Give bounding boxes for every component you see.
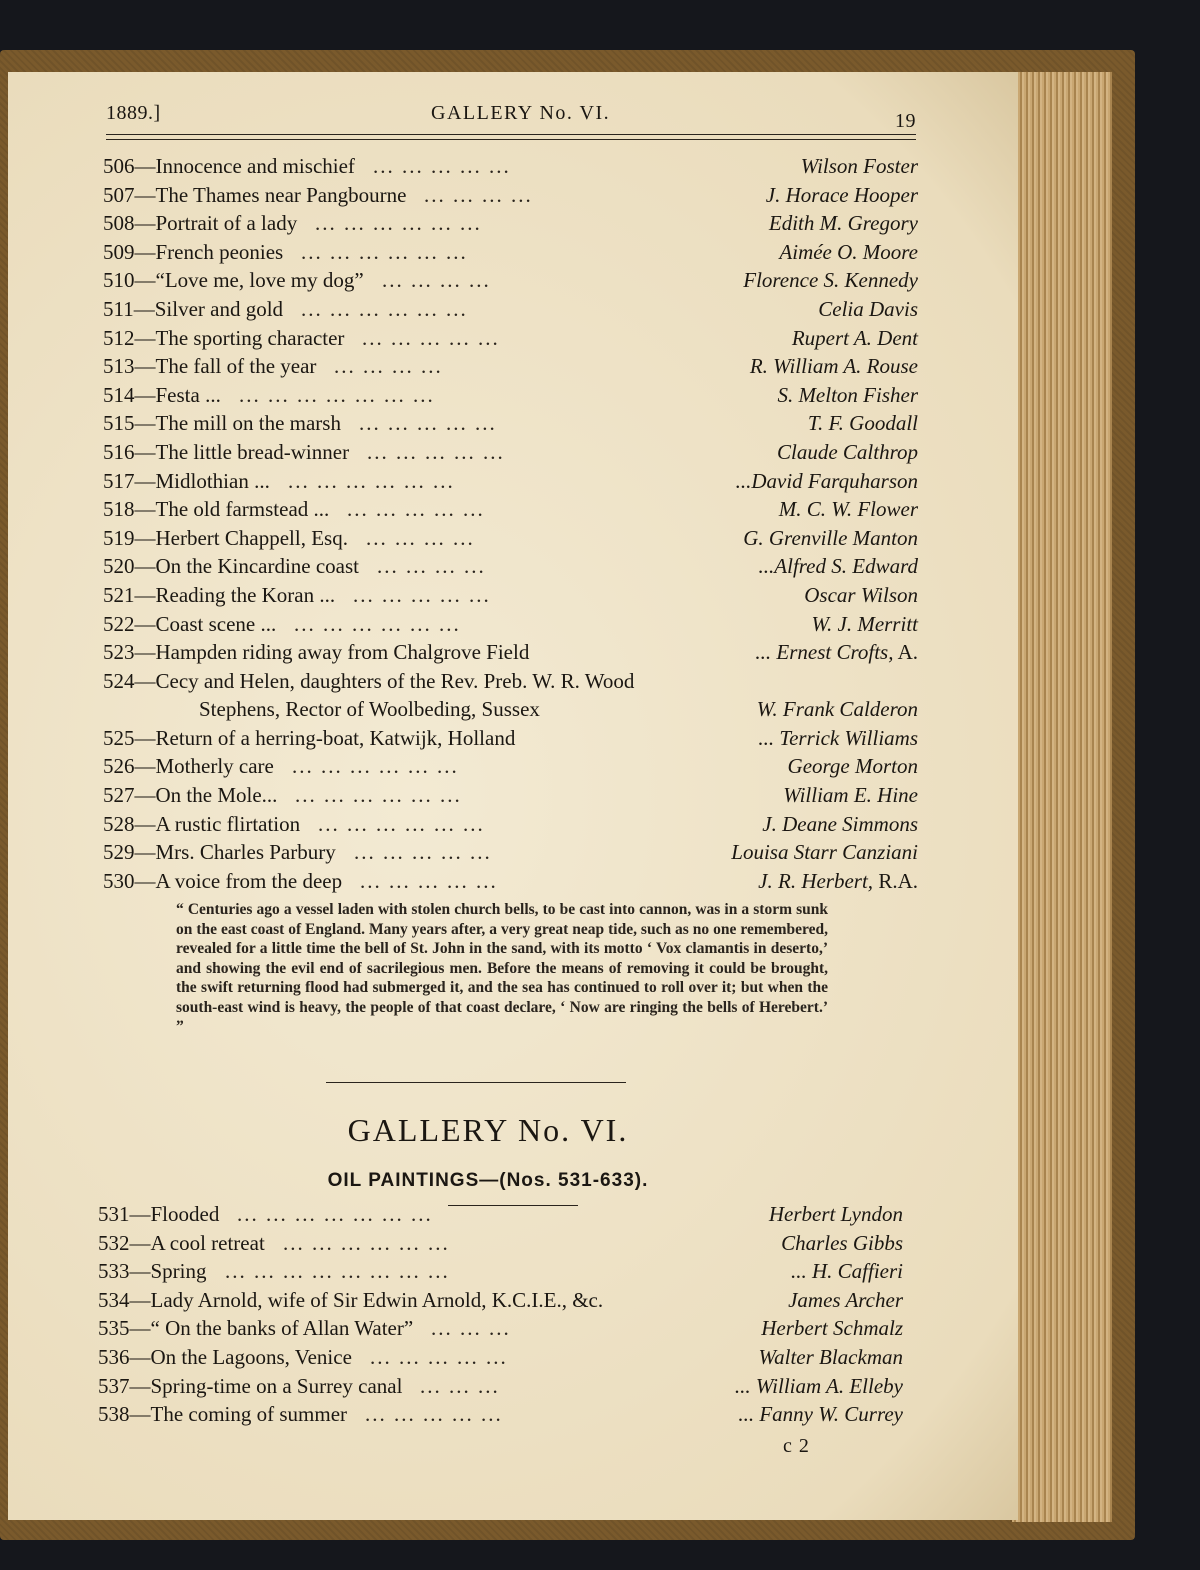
entry-artist [788,754,918,779]
entry-title: 535—“ On the banks of Allan Water” [98,1316,414,1341]
entry-row [103,183,918,212]
artist-name: ... Fanny W. Currey [738,1402,903,1427]
entry-title: 523—Hampden riding away from Chalgrove Field [103,640,530,665]
artist-name: Florence S. Kennedy [743,268,918,293]
entry-row [98,1231,903,1260]
artist-name: Aimée O. Moore [779,239,918,264]
entry-artist [758,869,918,894]
entry-title: 524—Cecy and Helen, daughters of the Rev. Preb. W. R. Wood [103,668,635,693]
entry-row [103,326,918,355]
entry-list-a [103,154,918,897]
entry-row [103,469,918,498]
artist-name: Rupert A. Dent [791,325,918,350]
leader-dots: ... ... ... ... ... [373,154,511,178]
entry-title: 514—Festa ... [103,382,221,407]
entry-row [103,640,918,669]
entry-row [103,726,918,755]
artist-name: Walter Blackman [758,1344,903,1369]
leader-dots: ... ... ... [420,1373,500,1398]
catalogue-page [8,72,1018,1520]
entry-row [103,240,918,269]
entry-artist [755,640,918,665]
leader-dots: ... ... ... ... [366,525,475,550]
entry-row [98,1259,903,1288]
entry-title: 519—Herbert Chappell, Esq. [103,525,348,550]
entry-artist [777,383,918,408]
entry-title: 530—A voice from the deep [103,868,343,893]
entry-artist [758,726,918,751]
artist-name: Louisa Starr Canziani [731,840,918,865]
entry-title: 521—Reading the Koran ... [103,582,336,607]
entry-artist [791,1259,903,1284]
entry-artist [769,211,918,236]
entry-title-continued: Stephens, Rector of Woolbeding, Sussex [199,697,540,722]
artist-name: ...Alfred S. Edward [758,554,918,579]
entry-row [103,583,918,612]
entry-artist [743,268,918,293]
leader-dots: ... ... ... ... ... [365,1402,503,1427]
artist-name: Charles Gibbs [781,1230,903,1255]
quotation-note: “ Centuries ago a vessel laden with stolen church bells, to be cast into cannon, was in a storm sunk on the east coast of England. Many years after, a very great neap tide, such as no one remembered, revealed for a little time the bell of St. John in the sand, with its motto ‘ Vox clamantis in deserto,’ and showing the evil end of sacrilegious men. Before the means of removing it could be brought, the swift returning flood had submerged it, and the sea has continued to roll over it; but when the south-east wind is heavy, the people of that coast declare, ‘ Now are ringing the bells of Herebert.’ ” [176,901,828,1035]
entry-title: 526—Motherly care [103,754,274,779]
entry-row [98,1316,903,1345]
signature-mark: c 2 [783,1435,810,1457]
entry-title: 511—Silver and gold [103,296,284,321]
artist-name: W. J. Merritt [811,611,918,636]
entry-title: 506—Innocence and mischief [103,154,355,178]
entry-title: 534—Lady Arnold, wife of Sir Edwin Arnold, K.C.I.E., &c. [98,1287,604,1312]
entry-title: 537—Spring-time on a Surrey canal [98,1373,403,1398]
entry-row [98,1202,903,1231]
artist-name: ... William A. Elleby [734,1373,903,1398]
entry-row [103,869,918,898]
entry-title: 513—The fall of the year [103,354,317,379]
entry-row [98,1374,903,1403]
entry-artist [759,1345,903,1370]
entry-row [103,783,918,812]
page-edges [1010,72,1112,1522]
entry-artist [735,1374,903,1399]
entry-title: 507—The Thames near Pangbourne [103,182,407,207]
leader-dots: ... ... ... ... [377,554,486,579]
header-rule [106,134,916,140]
entry-row [103,154,918,183]
entry-row [103,554,918,583]
leader-dots: ... ... ... ... ... ... ... [239,382,435,407]
header-year: 1889.] [106,102,161,124]
section-subtitle: OIL PAINTINGS—(Nos. 531-633). [327,1170,649,1191]
entry-row [103,754,918,783]
entry-title: 529—Mrs. Charles Parbury [103,840,336,865]
leader-dots: ... ... ... ... ... [353,582,491,607]
leader-dots: ... ... ... [431,1316,511,1341]
leader-dots: ... ... ... ... ... ... [301,239,468,264]
artist-name: S. Melton Fisher [777,382,918,407]
leader-dots: ... ... ... ... ... ... [283,1230,450,1255]
entry-title: 509—French peonies [103,239,284,264]
artist-name: ... Terrick Williams [758,725,918,750]
leader-dots: ... ... ... ... ... ... [294,611,461,636]
entry-title: 516—The little bread-winner [103,439,350,464]
leader-dots: ... ... ... ... ... ... [295,783,462,808]
entry-artist [811,612,918,637]
leader-dots: ... ... ... ... ... ... ... ... [225,1259,450,1284]
leader-dots: ... ... ... ... ... ... [301,296,468,321]
entry-artist [777,440,918,465]
entry-row [103,840,918,869]
leader-dots: ... ... ... ... ... [360,868,498,893]
entry-artist [792,326,918,351]
entry-artist [804,583,918,608]
entry-artist [731,840,918,865]
entry-row [103,440,918,469]
entry-artist [743,526,918,551]
entry-title: 512—The sporting character [103,325,345,350]
entry-artist [761,1316,903,1341]
artist-name: ...David Farquharson [735,468,918,493]
entry-title: 510—“Love me, love my dog” [103,268,364,293]
entry-row [103,211,918,240]
artist-name: J. Horace Hooper [765,182,918,207]
page-number: 19 [895,110,916,132]
entry-row [103,297,918,326]
entry-title: 528—A rustic flirtation [103,811,301,836]
artist-name: Herbert Lyndon [768,1202,903,1226]
artist-name: J. R. Herbert, [758,868,874,893]
artist-name: ... Ernest Crofts, [755,640,894,665]
leader-dots: ... ... ... ... ... [347,497,485,522]
entry-title: 517—Midlothian ... [103,468,270,493]
entry-artist [779,240,918,265]
artist-name: G. Grenville Manton [743,525,918,550]
artist-name: ... H. Caffieri [790,1259,903,1284]
leader-dots: ... ... ... ... ... ... ... [237,1202,433,1226]
entry-524-line2 [103,697,918,726]
leader-dots: ... ... ... ... [334,354,443,379]
entry-title: 515—The mill on the marsh [103,411,341,436]
entry-list-c [98,1202,903,1431]
artist-name: George Morton [787,754,918,779]
artist-suffix: R.A. [873,868,918,893]
entry-524-line1 [103,669,918,698]
entry-title: 536—On the Lagoons, Venice [98,1344,352,1369]
leader-dots: ... ... ... ... ... [367,439,505,464]
leader-dots: ... ... ... ... ... ... [318,811,485,836]
entry-row [103,354,918,383]
entry-artist [738,1402,903,1427]
entry-row [98,1345,903,1374]
entry-row [103,812,918,841]
entry-title: 527—On the Mole... [103,783,278,808]
leader-dots: ... ... ... ... ... [359,411,497,436]
entry-artist [736,469,918,494]
entry-row [103,268,918,297]
entry-artist [766,183,918,208]
entry-title: 531—Flooded [98,1202,220,1226]
leader-dots: ... ... ... ... [424,182,533,207]
artist-name: Claude Calthrop [777,439,918,464]
entry-title: 522—Coast scene ... [103,611,277,636]
leader-dots: ... ... ... ... ... [354,840,492,865]
artist-name: T. F. Goodall [807,411,918,436]
artist-name: Edith M. Gregory [768,211,918,236]
artist-name: M. C. W. Flower [778,497,918,522]
entry-artist [779,497,918,522]
entry-artist [769,1202,903,1227]
entry-title: 533—Spring [98,1259,207,1284]
artist-suffix: A. [893,640,918,665]
entry-artist [762,812,918,837]
entry-artist: W. Frank Calderon [756,697,918,722]
entry-artist [759,554,918,579]
artist-name: Celia Davis [818,296,918,321]
entry-artist [818,297,918,322]
artist-name: Oscar Wilson [804,582,918,607]
artist-name: Herbert Schmalz [761,1316,903,1341]
artist-name: J. Deane Simmons [762,811,918,836]
entry-artist [783,783,918,808]
artist-name: William E. Hine [783,783,918,808]
leader-dots: ... ... ... ... ... ... [315,211,482,236]
entry-artist [750,354,918,379]
entry-row [103,411,918,440]
entry-row [103,383,918,412]
entry-title: 538—The coming of summer [98,1402,348,1427]
entry-row [103,497,918,526]
entry-row [103,612,918,641]
leader-dots: ... ... ... ... ... ... [292,754,459,779]
entry-row [98,1402,903,1431]
entry-row [103,526,918,555]
entry-artist [808,411,918,436]
leader-dots: ... ... ... ... ... [362,325,500,350]
section-title: GALLERY No. VI. [347,1112,629,1148]
artist-name: James Archer [788,1287,903,1312]
leader-dots: ... ... ... ... [382,268,491,293]
entry-artist [788,1288,903,1313]
leader-dots: ... ... ... ... ... ... [288,468,455,493]
leader-dots: ... ... ... ... ... [370,1344,508,1369]
header-title: GALLERY No. VI. [431,102,611,124]
running-header [106,102,916,136]
entry-title: 518—The old farmstead ... [103,497,330,522]
entry-artist [801,154,918,179]
artist-name: R. William A. Rouse [749,354,918,379]
entry-title: 532—A cool retreat [98,1230,265,1255]
entry-title: 520—On the Kincardine coast [103,554,360,579]
entry-title: 525—Return of a herring-boat, Katwijk, Holland [103,725,516,750]
section-rule [326,1082,626,1083]
entry-artist [781,1231,903,1256]
entry-row [98,1288,903,1317]
entry-title: 508—Portrait of a lady [103,211,298,236]
artist-name: Wilson Foster [800,154,918,178]
